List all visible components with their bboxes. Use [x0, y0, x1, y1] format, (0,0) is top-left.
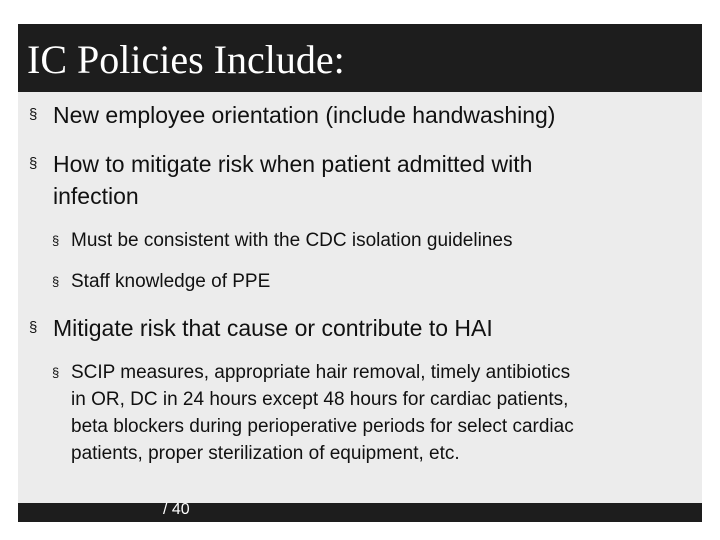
bullet-item	[29, 148, 689, 212]
sub-bullet-item	[52, 359, 702, 467]
bullet-text: How to mitigate risk when patient admitted with infection	[53, 151, 533, 209]
bullet-marker-icon: §	[52, 274, 60, 289]
bullet-marker-icon: §	[52, 365, 60, 380]
bullet-item	[29, 99, 689, 131]
bullet-item	[29, 312, 689, 344]
sub-bullet-item	[52, 268, 692, 295]
bullet-marker-icon: §	[29, 106, 38, 123]
page-number: / 40	[163, 501, 190, 518]
slide-title: IC Policies Include:	[27, 37, 345, 82]
sub-bullet-item	[52, 227, 692, 254]
bullet-marker-icon: §	[29, 155, 38, 172]
bullet-marker-icon: §	[29, 319, 38, 336]
bullet-text: Mitigate risk that cause or contribute to HAI	[53, 315, 493, 341]
bullet-text: SCIP measures, appropriate hair removal, timely antibiotics in OR, DC in 24 hours except 48 hours for cardiac patients, beta blockers during perioperative periods for select cardiac patients, proper sterilization of equipment, etc.	[71, 362, 574, 464]
bullet-text: Must be consistent with the CDC isolation guidelines	[71, 230, 513, 251]
footer-bar	[18, 503, 702, 522]
bullet-marker-icon: §	[52, 233, 60, 248]
bullet-text: Staff knowledge of PPE	[71, 271, 271, 292]
bullet-text: New employee orientation (include handwashing)	[53, 102, 556, 128]
